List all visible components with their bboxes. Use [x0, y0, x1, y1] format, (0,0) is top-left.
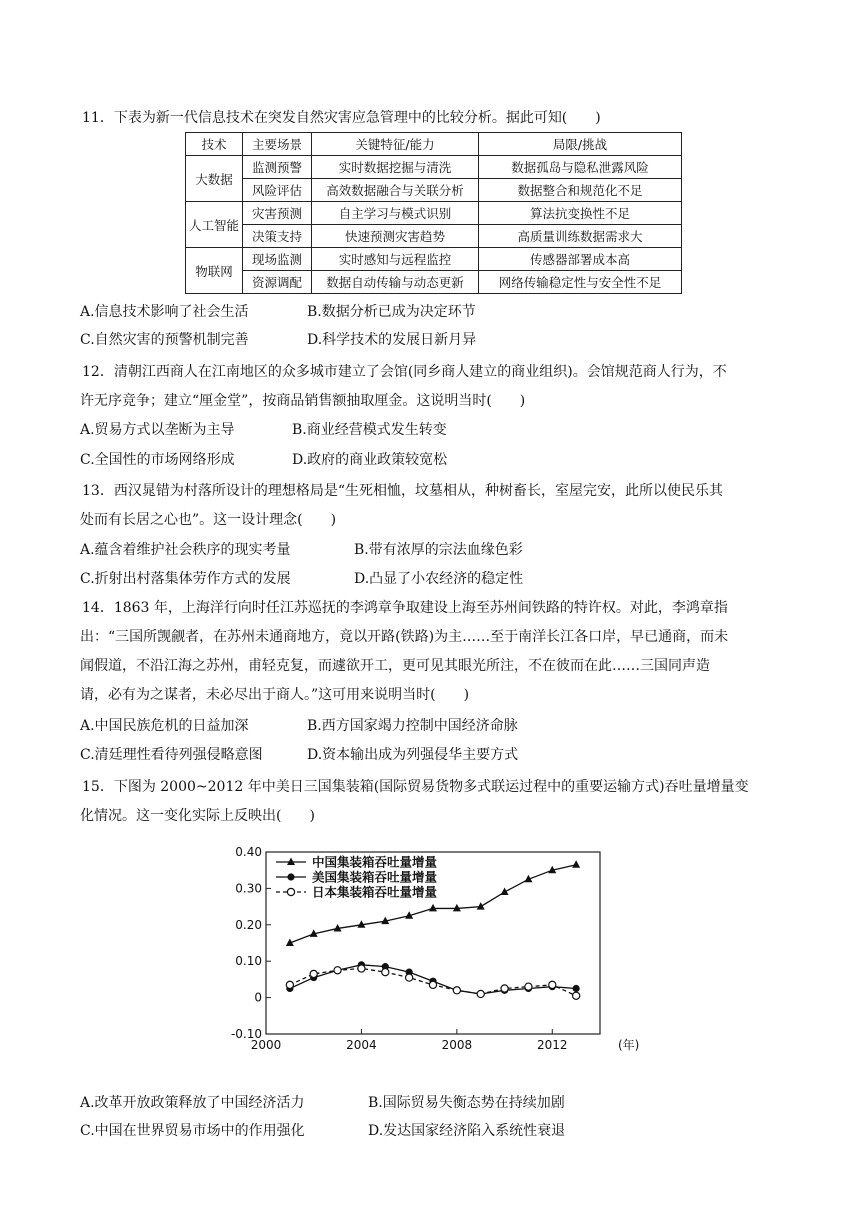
table-cell: 实时数据挖掘与清洗	[312, 156, 479, 179]
data-point	[334, 967, 341, 974]
q15-option-a[interactable]: A.改革开放政策释放了中国经济活力	[80, 1095, 305, 1111]
table-cell: 资源调配	[243, 271, 312, 294]
table-cell: 快速预测灾害趋势	[312, 225, 479, 248]
table-row	[186, 202, 682, 225]
q13-stem-line: 处而有长居之心也”。这一设计理念( )	[80, 512, 337, 528]
data-point	[406, 974, 413, 981]
data-point	[286, 981, 293, 988]
table-cell: 高效数据融合与关联分析	[312, 179, 479, 202]
q14-option-b[interactable]: B.西方国家竭力控制中国经济命脉	[307, 718, 518, 734]
table-cell: 人工智能	[186, 202, 243, 248]
table-cell: 监测预警	[243, 156, 312, 179]
y-tick-label: 0.10	[235, 954, 262, 969]
legend-marker	[287, 873, 294, 880]
legend-marker	[287, 888, 294, 895]
q11-option-b[interactable]: B.数据分析已成为决定环节	[307, 304, 476, 320]
data-point	[549, 981, 556, 988]
data-point	[501, 985, 508, 992]
q13-option-b[interactable]: B.带有浓厚的宗法血缘色彩	[354, 542, 523, 558]
q11-option-a[interactable]: A.信息技术影响了社会生活	[80, 304, 249, 320]
q13-option-d[interactable]: D.凸显了小农经济的稳定性	[354, 571, 524, 587]
table-row	[186, 156, 682, 179]
q12-option-b[interactable]: B.商业经营模式发生转变	[292, 422, 447, 438]
q15-stem-line: 15．下图为 2000~2012 年中美日三国集装箱(国际贸易货物多式联运过程中的重要运输方式)吞吐量增量变	[82, 779, 749, 795]
data-point	[358, 965, 365, 972]
q14-option-d[interactable]: D.资本输出成为列强侵华主要方式	[307, 747, 519, 763]
table-cell: 实时感知与远程监控	[312, 248, 479, 271]
comparison-table	[185, 132, 682, 294]
data-point	[453, 987, 460, 994]
data-point	[525, 983, 532, 990]
q14-stem-line: 请，必有为之谋者，未必尽出于商人。”这可用来说明当时( )	[80, 687, 470, 703]
q14-stem-line: 出：“三国所觊觎者，在苏州未通商地方，竟以开路(铁路)为主……至于南洋长江各口岸，早已通商，而未	[80, 629, 729, 645]
table-header: 关键特征/能力	[312, 133, 479, 156]
table-cell: 数据整合和规范化不足	[479, 179, 682, 202]
q12-option-c[interactable]: C.全国性的市场网络形成	[80, 452, 235, 468]
x-tick-label: 2012	[537, 1038, 568, 1052]
table-cell: 高质量训练数据需求大	[479, 225, 682, 248]
table-cell: 自主学习与模式识别	[312, 202, 479, 225]
x-tick-label: 2000	[250, 1038, 282, 1052]
x-unit-label: (年)	[618, 1038, 640, 1052]
legend-label: 日本集装箱吞吐量增量	[312, 884, 438, 900]
table-header: 技术	[186, 133, 243, 156]
q11-option-d[interactable]: D.科学技术的发展日新月异	[307, 332, 477, 348]
q12-stem-line: 许无序竞争；建立“厘金堂”，按商品销售额抽取厘金。这说明当时( )	[80, 393, 526, 409]
y-tick-label: 0.20	[235, 917, 262, 932]
data-point	[573, 992, 580, 999]
data-point	[429, 981, 436, 988]
table-cell: 算法抗变换性不足	[479, 202, 682, 225]
q13-option-a[interactable]: A.蕴含着维护社会秩序的现实考量	[80, 542, 291, 558]
q14-stem-line: 闻假道，不沿江海之苏州，甫轻克复，而遽欲开工，更可见其眼光所注，不在彼而在此……三国同声造	[80, 658, 710, 674]
q12-stem-line: 12．清朝江西商人在江南地区的众多城市建立了会馆(同乡商人建立的商业组织)。会馆规范商人行为，不	[82, 364, 727, 380]
table-cell: 灾害预测	[243, 202, 312, 225]
table-cell: 风险评估	[243, 179, 312, 202]
data-point	[477, 990, 484, 997]
y-tick-label: 0.40	[235, 845, 262, 859]
q12-option-d[interactable]: D.政府的商业政策较宽松	[292, 452, 448, 468]
table-cell: 现场监测	[243, 248, 312, 271]
q15-option-c[interactable]: C.中国在世界贸易市场中的作用强化	[80, 1123, 305, 1139]
table-cell: 传感器部署成本高	[479, 248, 682, 271]
q12-option-a[interactable]: A.贸易方式以垄断为主导	[80, 422, 235, 438]
q15-option-b[interactable]: B.国际贸易失衡态势在持续加剧	[368, 1095, 565, 1111]
data-point	[310, 970, 317, 977]
table-header-row	[186, 133, 682, 156]
x-tick-label: 2008	[441, 1038, 473, 1052]
y-tick-label: -0.10	[230, 1027, 262, 1041]
line-chart	[228, 842, 640, 1060]
q11-option-c[interactable]: C.自然灾害的预警机制完善	[80, 332, 249, 348]
table-cell: 数据孤岛与隐私泄露风险	[479, 156, 682, 179]
container-throughput-chart	[228, 842, 640, 1060]
table-cell: 网络传输稳定性与安全性不足	[479, 271, 682, 294]
y-tick-label: 0	[254, 990, 262, 1005]
q15-stem-line: 化情况。这一变化实际上反映出( )	[80, 808, 315, 824]
data-point	[573, 985, 580, 992]
q13-option-c[interactable]: C.折射出村落集体劳作方式的发展	[80, 571, 291, 587]
table-header: 主要场景	[243, 133, 312, 156]
table-header: 局限/挑战	[479, 133, 682, 156]
q15-option-d[interactable]: D.发达国家经济陷入系统性衰退	[368, 1123, 566, 1139]
table-cell: 数据自动传输与动态更新	[312, 271, 479, 294]
q11-stem: 11．下表为新一代信息技术在突发自然灾害应急管理中的比较分析。据此可知( )	[82, 110, 601, 126]
q14-option-a[interactable]: A.中国民族危机的日益加深	[80, 718, 249, 734]
q14-stem-line: 14．1863 年，上海洋行向时任江苏巡抚的李鸿章争取建设上海至苏州间铁路的特许权。对此，李鸿章指	[82, 600, 728, 616]
q14-option-c[interactable]: C.清廷理性看待列强侵略意图	[80, 747, 263, 763]
table-row	[186, 248, 682, 271]
table-row	[186, 225, 682, 248]
legend-label: 美国集装箱吞吐量增量	[312, 869, 438, 885]
table-cell: 决策支持	[243, 225, 312, 248]
y-tick-label: 0.30	[235, 881, 262, 896]
table-cell: 物联网	[186, 248, 243, 294]
q13-stem-line: 13．西汉晁错为村落所设计的理想格局是“生死相恤，坟墓相从，种树畜长，室屋完安，此所以使民乐其	[82, 483, 723, 499]
table-row	[186, 179, 682, 202]
table-row	[186, 271, 682, 294]
x-tick-label: 2004	[346, 1038, 377, 1052]
table-cell: 大数据	[186, 156, 243, 202]
data-point	[382, 969, 389, 976]
legend-label: 中国集装箱吞吐量增量	[312, 854, 438, 870]
